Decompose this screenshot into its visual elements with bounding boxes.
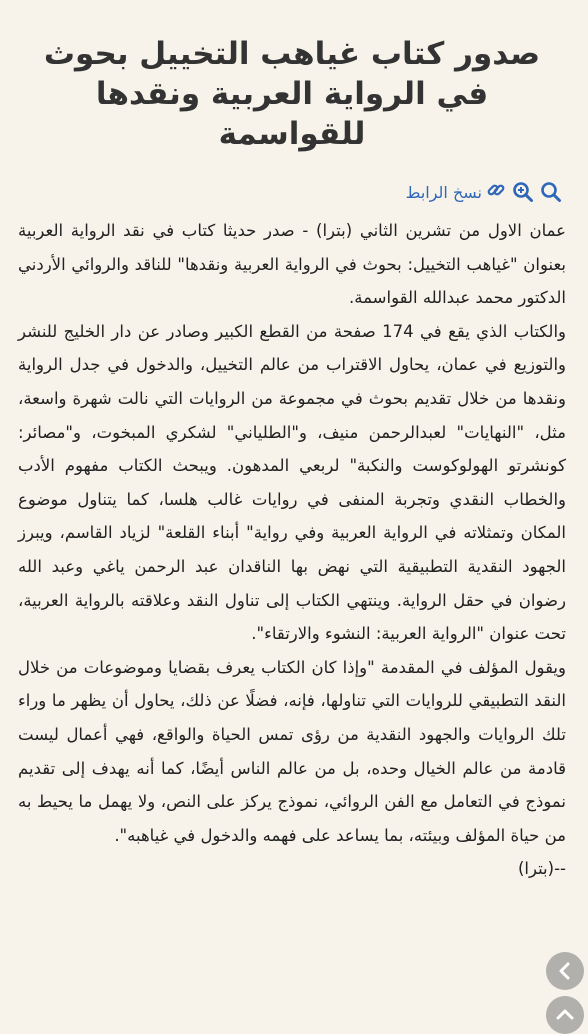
article-paragraph: والكتاب الذي يقع في 174 صفحة من القطع الكبير وصادر عن دار الخليج للنشر والتوزيع في عمان، يحاول الاقتراب من عالم التخييل، والدخول في جدل الرواية ونقدها من خلال تقديم بحوث في مجموعة من الروايات التي نالت شهرة واسعة، مثل، "النهايات" لعبدالرحمن منيف، و"الطلياني" لشكري المبخوت، و"مصائر: كونشرتو الهولوكوست والنكبة" لربعي المدهون. ويبحث الكتاب مفهوم الأدب والخطاب النقدي وتجربة المنفى في روايات غالب هلسا، كما يتناول موضوع المكان وتمثلاته في الرواية العربية وفي رواية" أبناء القلعة" لزياد القاسم، ويبرز الجهود النقدية التطبيقية التي نهض بها الناقدان عبد الرحمن ياغي وعبد الله رضوان في حقل الرواية. وينتهي الكتاب إلى تناول النقد وعلاقته بالرواية العربية، تحت عنوان "الرواية العربية: النشوء والارتقاء". <box>18 321 566 644</box>
zoom-in-icon[interactable] <box>512 181 534 203</box>
article-body <box>18 214 566 886</box>
article-paragraph: عمان الاول من تشرين الثاني (بترا) - صدر حديثا كتاب في نقد الرواية العربية بعنوان "غياهب التخييل: بحوث في الرواية العربية ونقدها" للناقد والروائي الأردني الدكتور محمد عبدالله القواسمة. <box>18 221 566 308</box>
search-icon[interactable] <box>540 181 562 203</box>
scroll-top-button[interactable] <box>546 996 584 1034</box>
arrow-left-icon <box>554 960 576 982</box>
article-toolbar <box>18 178 566 206</box>
back-button[interactable] <box>546 952 584 990</box>
article-source: --(بترا) <box>517 859 566 879</box>
arrow-up-icon <box>554 1004 576 1026</box>
article-paragraph: ويقول المؤلف في المقدمة "وإذا كان الكتاب يعرف بقضايا وموضوعات من خلال النقد التطبيقي للروايات التي تناولها، فإنه، فضلًا عن ذلك، يحاول أن يظهر ما وراء تلك الروايات والجهود النقدية من رؤى تمس الحياة والواقع، فهي أعمال ليست قادمة من عالم الخيال وحده، بل من عالم الناس أيضًا، كما أنه يهدف إلى تقديم نموذج في التعامل مع الفن الروائي، نموذج يركز على النص، ولا يهمل ما يحيط به من حياة المؤلف وبيئته، بما يساعد على فهمه والدخول في غياهبه". <box>18 657 566 845</box>
link-icon <box>486 180 506 204</box>
article-page <box>0 34 588 886</box>
copy-link-button[interactable] <box>406 180 506 204</box>
article-title: صدور كتاب غياهب التخييل بحوث في الرواية العربية ونقدها للقواسمة <box>43 36 541 152</box>
copy-link-label: نسخ الرابط <box>405 182 482 202</box>
